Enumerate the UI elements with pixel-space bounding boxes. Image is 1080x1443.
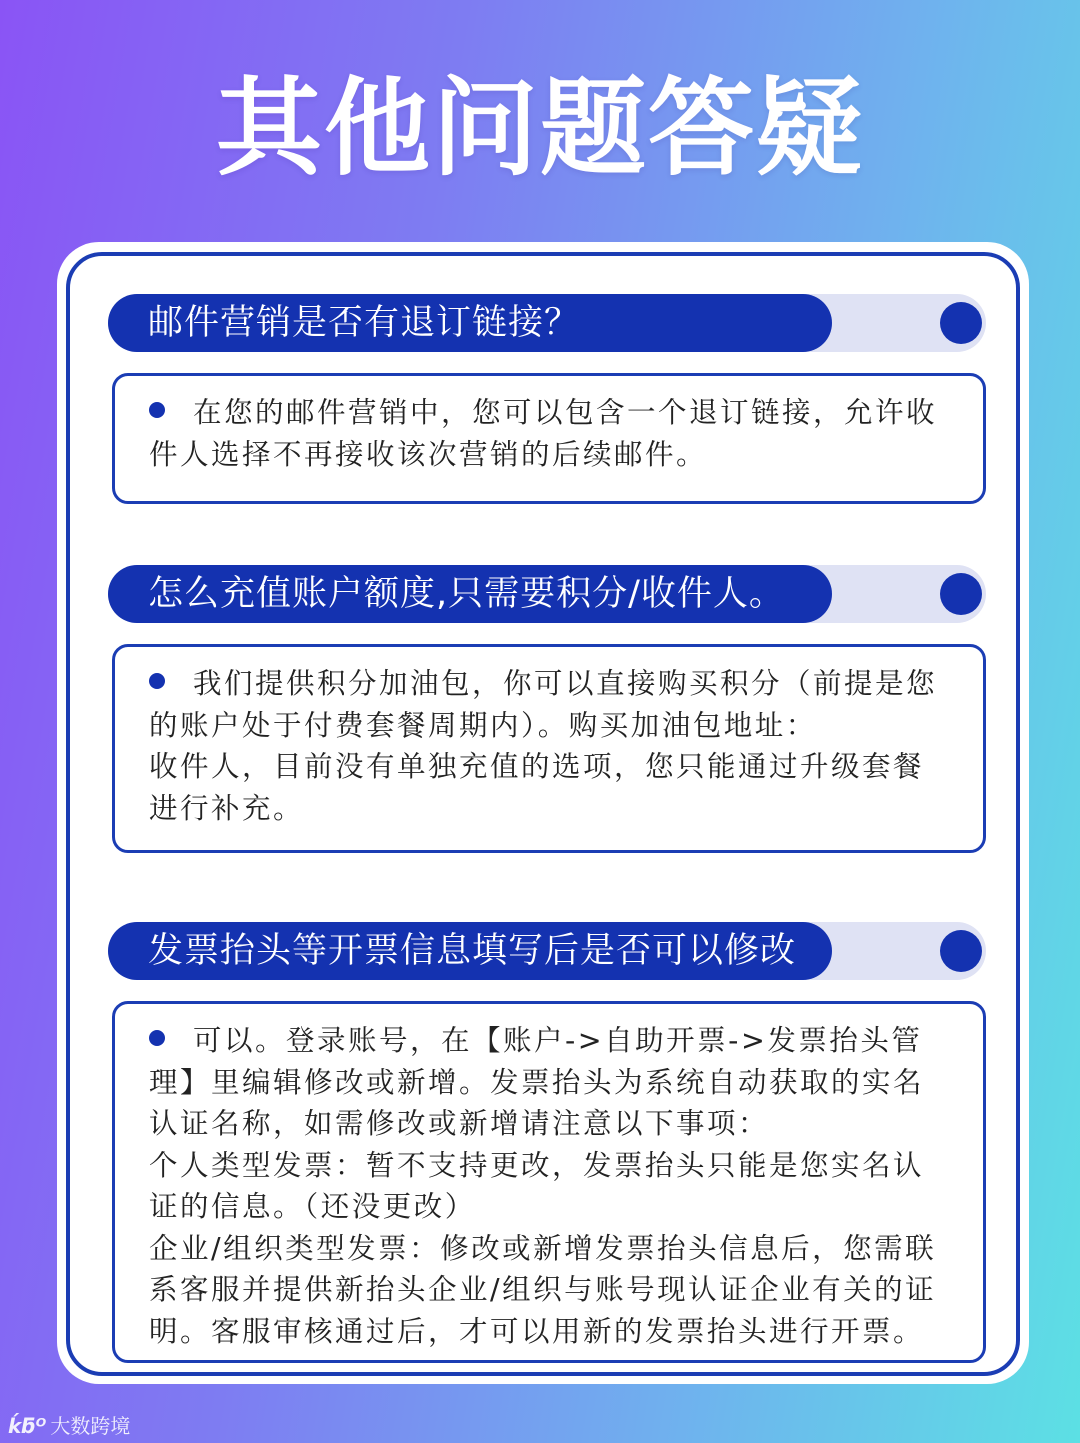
answer-paragraph: 在您的邮件营销中，您可以包含一个退订链接，允许收件人选择不再接收该次营销的后续邮件。 bbox=[149, 396, 938, 471]
answer-paragraph: 我们提供积分加油包，你可以直接购买积分（前提是您的账户处于付费套餐周期内）。购买加油包地址： bbox=[149, 667, 938, 742]
answer-paragraph: 收件人，目前没有单独充值的选项，您只能通过升级套餐进行补充。 bbox=[149, 750, 925, 825]
watermark bbox=[8, 1410, 130, 1439]
answer-text bbox=[149, 392, 953, 475]
answer-paragraph: 个人类型发票：暂不支持更改，发票抬头只能是您实名认证的信息。（还没更改） bbox=[149, 1148, 925, 1223]
answer-box-2 bbox=[112, 644, 986, 853]
dot-icon bbox=[940, 302, 982, 344]
page-title: 其他问题答疑 bbox=[216, 67, 864, 190]
bullet-icon bbox=[149, 402, 165, 418]
question-bar-1 bbox=[108, 294, 986, 352]
answer-text bbox=[149, 1020, 953, 1352]
answer-box-3 bbox=[112, 1001, 986, 1363]
answer-paragraph: 可以。登录账号，在【账户->自助开票->发票抬头管理】里编辑修改或新增。发票抬头为系统自动获取的实名认证名称，如需修改或新增请注意以下事项： bbox=[149, 1024, 925, 1140]
answer-paragraph: 企业/组织类型发票：修改或新增发票抬头信息后，您需联系客服并提供新抬头企业/组织与账号现认证企业有关的证明。客服审核通过后，才可以用新的发票抬头进行开票。 bbox=[149, 1231, 937, 1348]
question-bar-3 bbox=[108, 922, 986, 980]
bullet-icon bbox=[149, 673, 165, 689]
dot-icon bbox=[940, 573, 982, 615]
watermark-logo: ḱƃᴼ bbox=[8, 1414, 47, 1438]
question-text: 发票抬头等开票信息填写后是否可以修改 bbox=[148, 931, 797, 971]
question-text: 怎么充值账户额度,只需要积分/收件人。 bbox=[148, 574, 785, 614]
question-bar-2 bbox=[108, 565, 986, 623]
question-text: 邮件营销是否有退订链接？ bbox=[148, 303, 581, 343]
bullet-icon bbox=[149, 1030, 165, 1046]
dot-icon bbox=[940, 930, 982, 972]
watermark-text: 大数跨境 bbox=[50, 1414, 131, 1438]
answer-text bbox=[149, 663, 953, 829]
answer-box-1 bbox=[112, 373, 986, 504]
